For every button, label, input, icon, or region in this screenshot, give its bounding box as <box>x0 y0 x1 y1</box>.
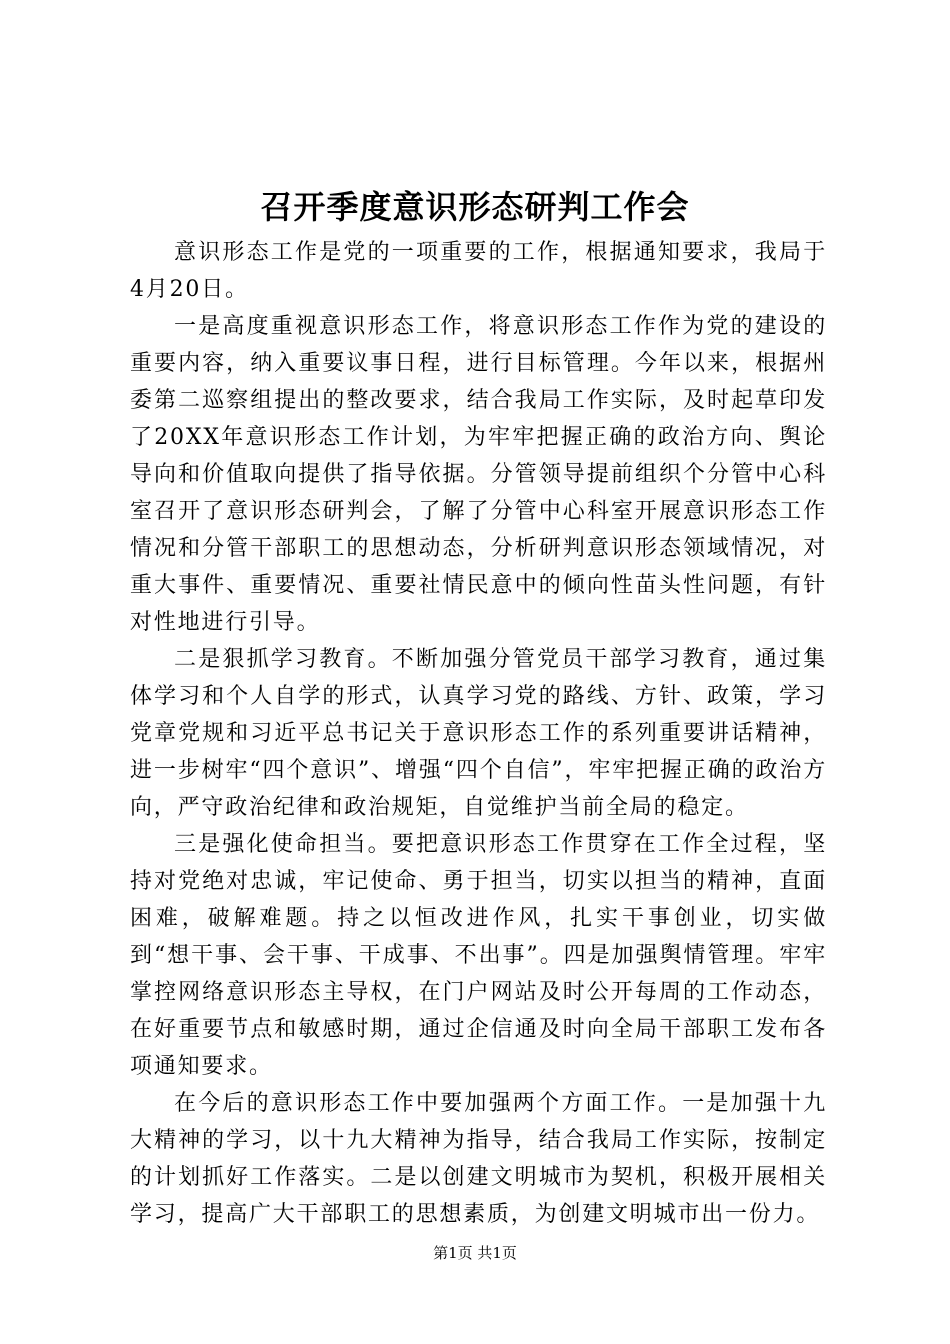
document-body <box>130 234 827 1233</box>
paragraph-point-one: 一是高度重视意识形态工作，将意识形态工作作为党的建设的重要内容，纳入重要议事日程，进行目标管理。今年以来，根据州委第二巡察组提出的整改要求，结合我局工作实际，及时起草印发了20XX年意识形态工作计划，为牢牢把握正确的政治方向、舆论导向和价值取向提供了指导依据。分管领导提前组织个分管中心科室召开了意识形态研判会，了解了分管中心科室开展意识形态工作情况和分管干部职工的思想动态，分析研判意识形态领域情况，对重大事件、重要情况、重要社情民意中的倾向性苗头性问题，有针对性地进行引导。 <box>130 314 827 635</box>
paragraph-conclusion: 在今后的意识形态工作中要加强两个方面工作。一是加强十九大精神的学习，以十九大精神为指导，结合我局工作实际，按制定的计划抓好工作落实。二是以创建文明城市为契机，积极开展相关学习，提高广大干部职工的思想素质，为创建文明城市出一份力。 <box>130 1091 827 1227</box>
document-title: 召开季度意识形态研判工作会 <box>260 188 690 226</box>
paragraph-intro: 意识形态工作是党的一项重要的工作，根据通知要求，我局于4月20日。 <box>130 240 827 302</box>
paragraph-point-three: 三是强化使命担当。要把意识形态工作贯穿在工作全过程，坚持对党绝对忠诚，牢记使命、勇于担当，切实以担当的精神，直面困难，破解难题。持之以恒改进作风，扎实干事创业，切实做到“想干事、会干事、干成事、不出事”。四是加强舆情管理。牢牢掌控网络意识形态主导权，在门户网站及时公开每周的工作动态，在好重要节点和敏感时期，通过企信通及时向全局干部职工发布各项通知要求。 <box>130 832 827 1079</box>
page-footer: 第1页 共1页 <box>433 1244 517 1262</box>
paragraph-point-two: 二是狠抓学习教育。不断加强分管党员干部学习教育，通过集体学习和个人自学的形式，认真学习党的路线、方针、政策，学习党章党规和习近平总书记关于意识形态工作的系列重要讲话精神，进一步树牢“四个意识”、增强“四个自信”，牢牢把握正确的政治方向，严守政治纪律和政治规矩，自觉维护当前全局的稳定。 <box>130 647 827 820</box>
